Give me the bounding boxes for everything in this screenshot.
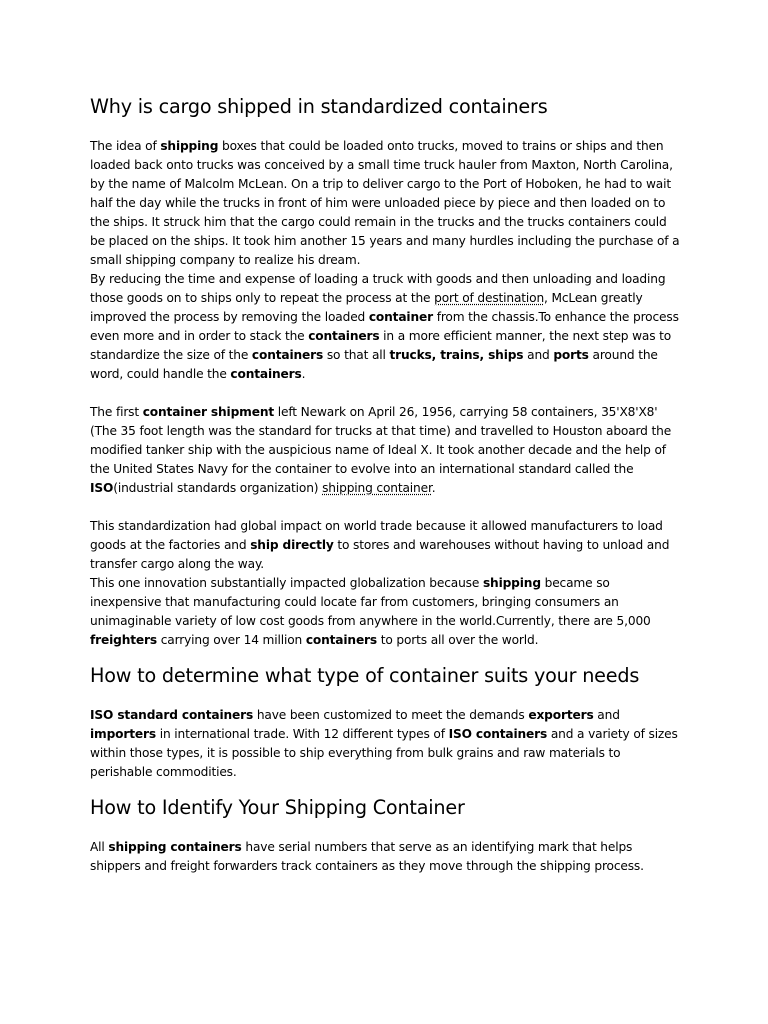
bold-keyword: shipping bbox=[482, 576, 541, 590]
text-run: in a more efficient manner, the next step was to standardize the size of the bbox=[90, 329, 672, 362]
bold-keyword: shipping containers bbox=[108, 840, 242, 854]
text-run: By reducing the time and expense of loading a truck with goods and then unloading and loading those goods on to ships only to repeat the process at the bbox=[90, 272, 666, 305]
text-run: , McLean greatly improved the process by removing the loaded bbox=[90, 291, 643, 324]
text-run: around the word, could handle the bbox=[90, 348, 658, 381]
bold-keyword: importers bbox=[90, 727, 156, 741]
document-body bbox=[90, 94, 682, 876]
heading-why-standardized-containers: Why is cargo shipped in standardized containers bbox=[90, 95, 548, 118]
text-run: carrying over 14 million bbox=[157, 633, 306, 647]
text-run: from the chassis.To enhance the process even more and in order to stack the bbox=[90, 310, 679, 343]
text-run: . bbox=[431, 481, 436, 495]
bold-keyword: ISO bbox=[90, 481, 114, 495]
bold-keyword: freighters bbox=[90, 633, 158, 647]
paragraph-globalization-innovation bbox=[90, 574, 682, 650]
underlined-link-text: port of destination bbox=[434, 291, 545, 305]
paragraph-serial-numbers bbox=[90, 838, 682, 876]
text-run: . bbox=[301, 367, 306, 381]
paragraph-standardization-impact bbox=[90, 517, 682, 574]
bold-keyword: ship directly bbox=[250, 538, 334, 552]
text-run: This one innovation substantially impacted globalization because bbox=[90, 576, 483, 590]
text-run: to stores and warehouses without having to unload and transfer cargo along the way. bbox=[90, 538, 670, 571]
bold-keyword: ports bbox=[553, 348, 589, 362]
text-run: in international trade. With 12 different types of bbox=[156, 727, 449, 741]
text-run: The first bbox=[90, 405, 143, 419]
bold-keyword: shipping bbox=[160, 139, 219, 153]
bold-keyword: containers bbox=[230, 367, 302, 381]
paragraph-reducing-time-expense bbox=[90, 270, 682, 384]
bold-keyword: trucks, trains, ships bbox=[389, 348, 524, 362]
underlined-link-text: shipping container bbox=[322, 481, 432, 495]
bold-keyword: container shipment bbox=[142, 405, 275, 419]
heading-identify-container: How to Identify Your Shipping Container bbox=[90, 796, 465, 819]
text-run: and bbox=[523, 348, 554, 362]
text-run: This standardization had global impact on world trade because it allowed manufacturers to load goods at the factories and bbox=[90, 519, 663, 552]
heading-container-type: How to determine what type of container suits your needs bbox=[90, 664, 640, 687]
bold-keyword: containers bbox=[305, 633, 378, 647]
paragraph-malcolm-mclean-idea bbox=[90, 137, 682, 270]
text-run: left Newark on April 26, 1956, carrying 58 containers, 35'X8'X8' (The 35 foot length was the standard for trucks at that time) and travelled to Houston aboard the modified tanker ship with the auspicious name of Ideal X. It took another decade and the help of the United States Navy for the container to evolve into an international standard called the bbox=[90, 405, 672, 476]
text-run: boxes that could be loaded onto trucks, moved to trains or ships and then loaded back onto trucks was conceived by a small time truck hauler from Maxton, North Carolina, by the name of Malcolm McLean. On a trip to deliver cargo to the Port of Hoboken, he had to wait half the day while the trucks in front of him were unloaded piece by piece and then loaded on to the ships. It struck him that the cargo could remain in the trucks and the trucks containers could be placed on the ships. It took him another 15 years and many hurdles including the purchase of a small shipping company to realize his dream. bbox=[90, 139, 680, 267]
bold-keyword: containers bbox=[308, 329, 380, 343]
text-run: and bbox=[593, 708, 620, 722]
text-run: have serial numbers that serve as an identifying mark that helps shippers and freight forwarders track containers as they move through the shipping process. bbox=[90, 840, 644, 873]
bold-keyword: containers bbox=[251, 348, 324, 362]
paragraph-iso-standard-containers bbox=[90, 706, 682, 782]
text-run: became so inexpensive that manufacturing could locate far from customers, bringing consumers an unimaginable variety of low cost goods from anywhere in the world.Currently, there are 5,000 bbox=[90, 576, 651, 628]
text-run: so that all bbox=[323, 348, 390, 362]
text-run: All bbox=[90, 840, 109, 854]
text-run: have been customized to meet the demands bbox=[253, 708, 529, 722]
bold-keyword: ISO containers bbox=[448, 727, 548, 741]
bold-keyword: exporters bbox=[528, 708, 594, 722]
text-run: and a variety of sizes within those types, it is possible to ship everything from bulk grains and raw materials to perishable commodities. bbox=[90, 727, 678, 779]
text-run: to ports all over the world. bbox=[377, 633, 539, 647]
text-run: (industrial standards organization) bbox=[113, 481, 323, 495]
bold-keyword: ISO standard containers bbox=[90, 708, 254, 722]
paragraph-first-container-shipment bbox=[90, 403, 682, 498]
bold-keyword: container bbox=[368, 310, 433, 324]
text-run: The idea of bbox=[90, 139, 161, 153]
